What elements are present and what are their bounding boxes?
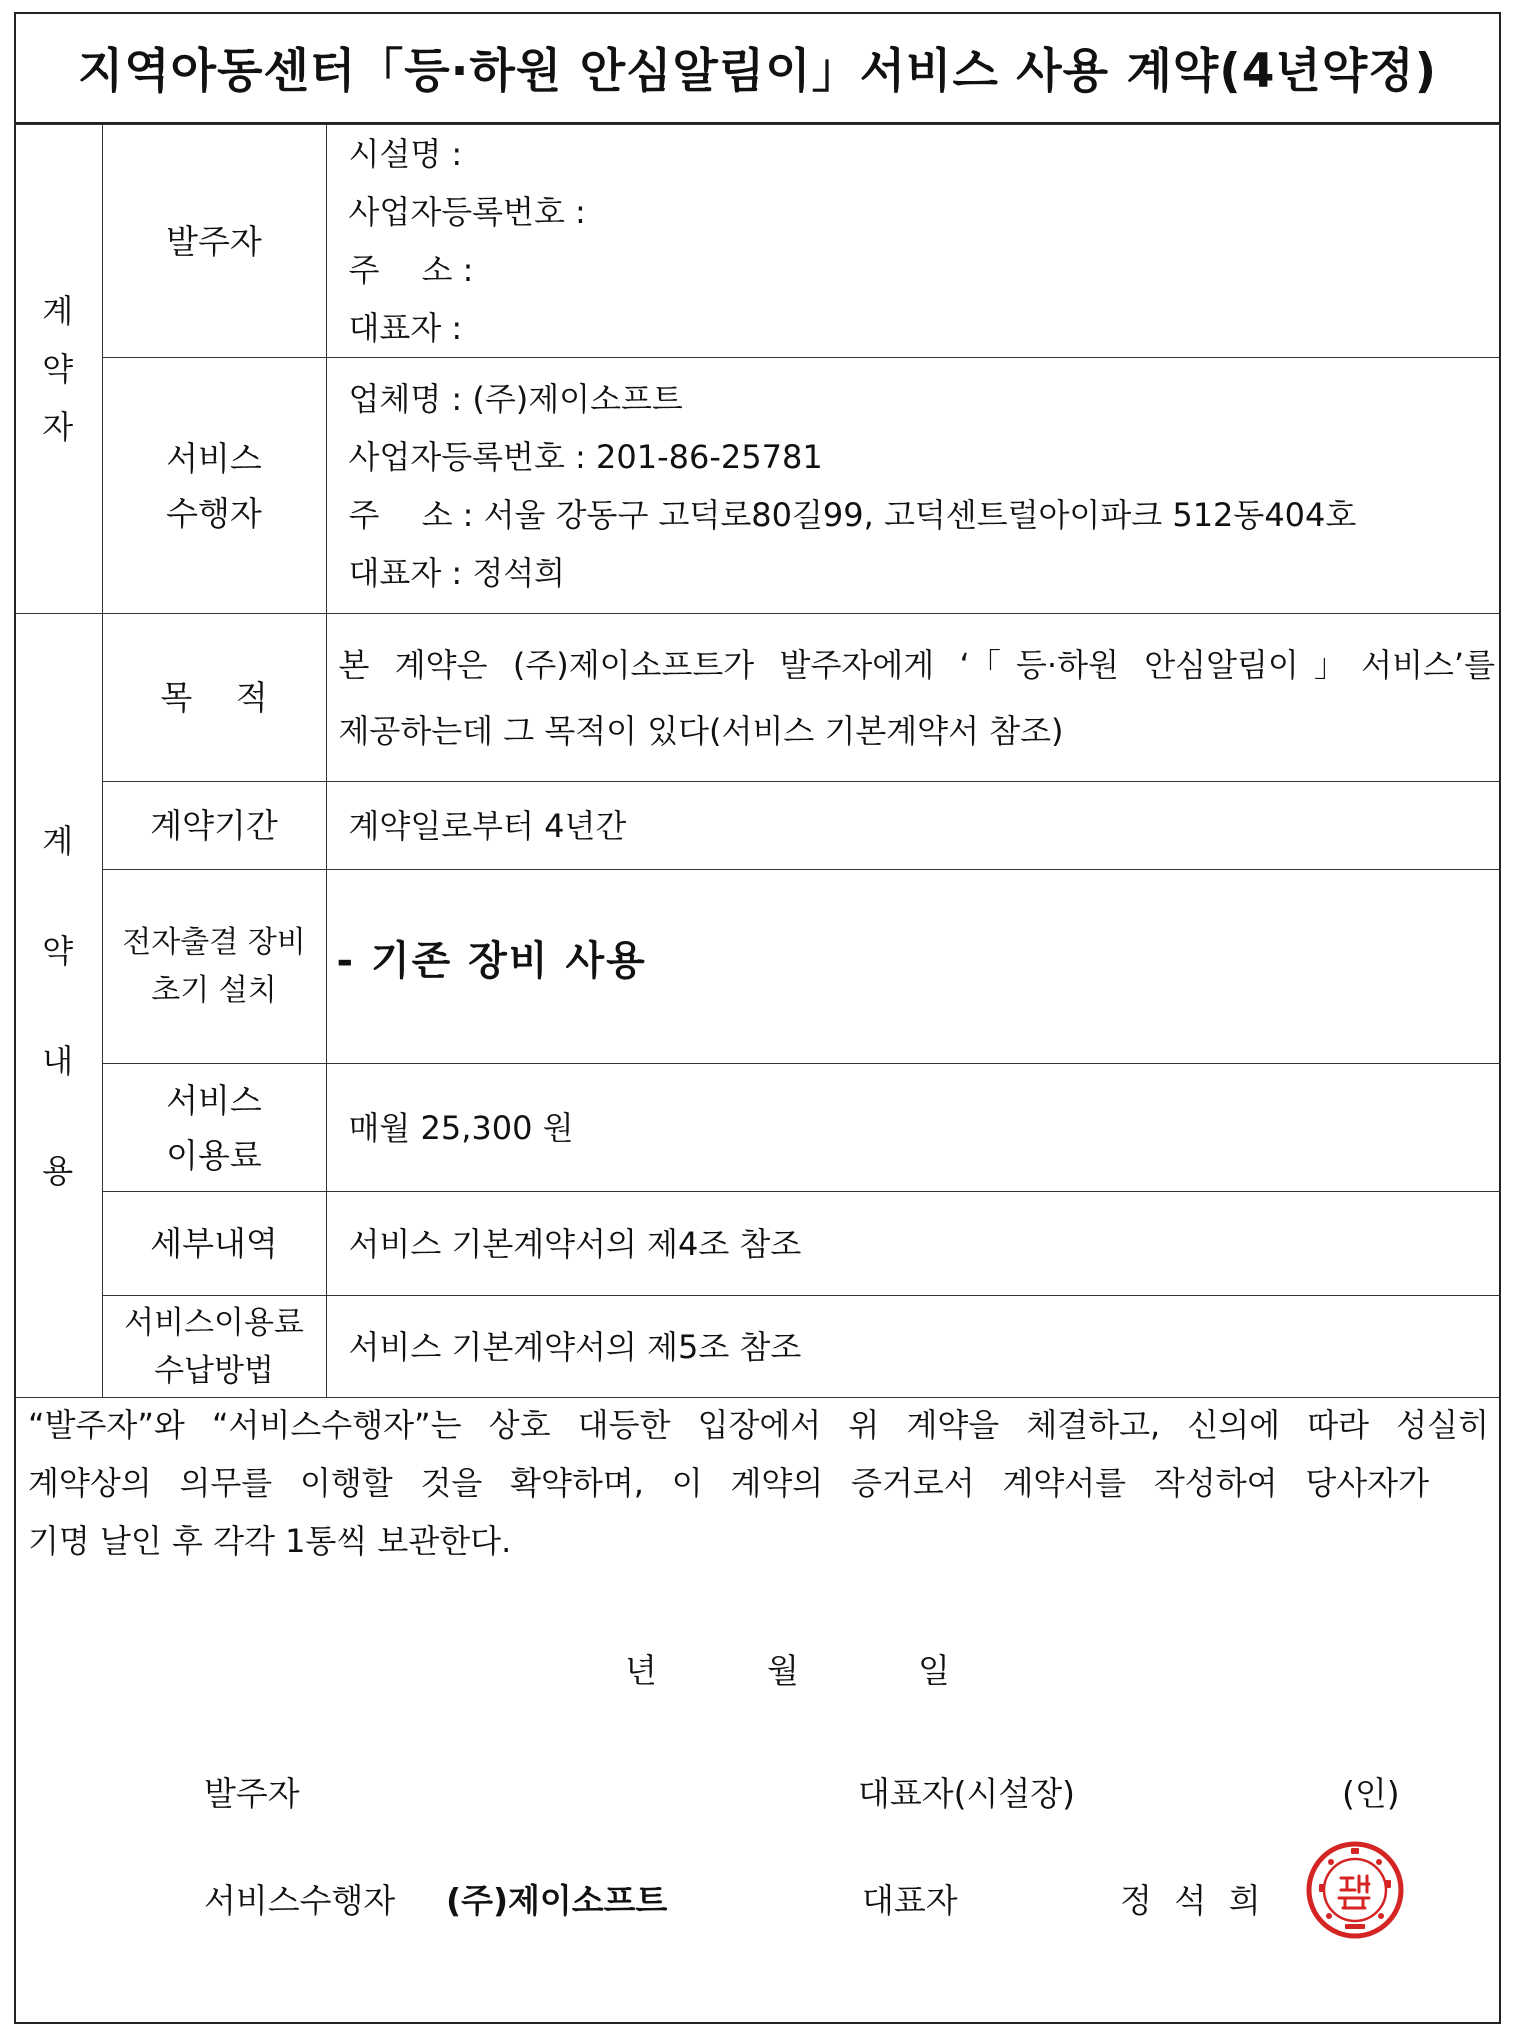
purpose-label: 목 적 bbox=[102, 614, 326, 782]
company-seal-stamp bbox=[1305, 1840, 1405, 1940]
purpose-text: 본 계약은 (주)제이소프트가 발주자에게 ‘「등·하원 안심알림이」서비스’를 제공하는데 그 목적이 있다(서비스 기본계약서 참조) bbox=[326, 614, 1501, 782]
fee-label: 서비스 이용료 bbox=[102, 1064, 326, 1192]
provider-signature-label: 서비스수행자 bbox=[204, 1881, 396, 1920]
provider-business-number: 사업자등록번호 : 201-86-25781 bbox=[348, 437, 823, 476]
period-label: 계약기간 bbox=[102, 782, 326, 870]
equipment-value: - 기존 장비 사용 bbox=[326, 870, 1501, 1064]
client-address: 주 소 : bbox=[348, 251, 474, 289]
client-label: 발주자 bbox=[102, 125, 326, 358]
provider-row bbox=[14, 358, 1501, 614]
payment-row bbox=[14, 1296, 1501, 1398]
fee-row bbox=[14, 1064, 1501, 1192]
details-value: 서비스 기본계약서의 제4조 참조 bbox=[326, 1192, 1501, 1296]
client-info bbox=[326, 125, 1501, 358]
client-facility-name: 시설명 : bbox=[348, 135, 463, 173]
provider-address: 주 소 : 서울 강동구 고덕로80길99, 고덕센트럴아이파크 512동404호 bbox=[348, 495, 1357, 534]
contract-table bbox=[14, 124, 1501, 1398]
closing-statement: “발주자”와 “서비스수행자”는 상호 대등한 입장에서 위 계약을 체결하고, 신의에 따라 성실히 계약상의 의무를 이행할 것을 확약하며, 이 계약의 증거로서 계약서를 작성하여 당사자가 기명 날인 후 각각 1통씩 보관한다. bbox=[28, 1406, 1489, 1560]
date-day: 일 bbox=[918, 1651, 950, 1690]
provider-company-name: 업체명 : (주)제이소프트 bbox=[348, 379, 683, 418]
provider-label: 서비스 수행자 bbox=[102, 358, 326, 614]
fee-value: 매월 25,300 원 bbox=[326, 1064, 1501, 1192]
details-row bbox=[14, 1192, 1501, 1296]
period-row bbox=[14, 782, 1501, 870]
provider-representative: 대표자 : 정석희 bbox=[348, 553, 566, 592]
equipment-row bbox=[14, 870, 1501, 1064]
client-row bbox=[14, 125, 1501, 358]
client-rep-label: 대표자(시설장) bbox=[858, 1774, 1076, 1813]
client-business-number: 사업자등록번호 : bbox=[348, 193, 586, 231]
date-year: 년 bbox=[625, 1651, 657, 1690]
client-signature-label: 발주자 bbox=[204, 1774, 300, 1813]
client-representative: 대표자 : bbox=[348, 309, 463, 347]
date-month: 월 bbox=[767, 1651, 799, 1690]
client-stamp-mark: (인) bbox=[1342, 1774, 1400, 1813]
contract-group-label: 계 약 내 용 bbox=[14, 614, 102, 1398]
purpose-row bbox=[14, 614, 1501, 782]
details-label: 세부내역 bbox=[102, 1192, 326, 1296]
period-value: 계약일로부터 4년간 bbox=[326, 782, 1501, 870]
document-title: 지역아동센터「등·하원 안심알림이」서비스 사용 계약(4년약정) bbox=[14, 12, 1501, 124]
parties-group-label: 계 약 자 bbox=[14, 125, 102, 614]
payment-value: 서비스 기본계약서의 제5조 참조 bbox=[326, 1296, 1501, 1398]
equipment-label: 전자출결 장비 초기 설치 bbox=[102, 870, 326, 1064]
provider-company-name-signature: (주)제이소프트 bbox=[446, 1881, 668, 1920]
provider-rep-label: 대표자 bbox=[862, 1881, 958, 1920]
provider-info bbox=[326, 358, 1501, 614]
payment-label: 서비스이용료 수납방법 bbox=[102, 1296, 326, 1398]
provider-rep-name: 정 석 희 bbox=[1120, 1881, 1267, 1920]
